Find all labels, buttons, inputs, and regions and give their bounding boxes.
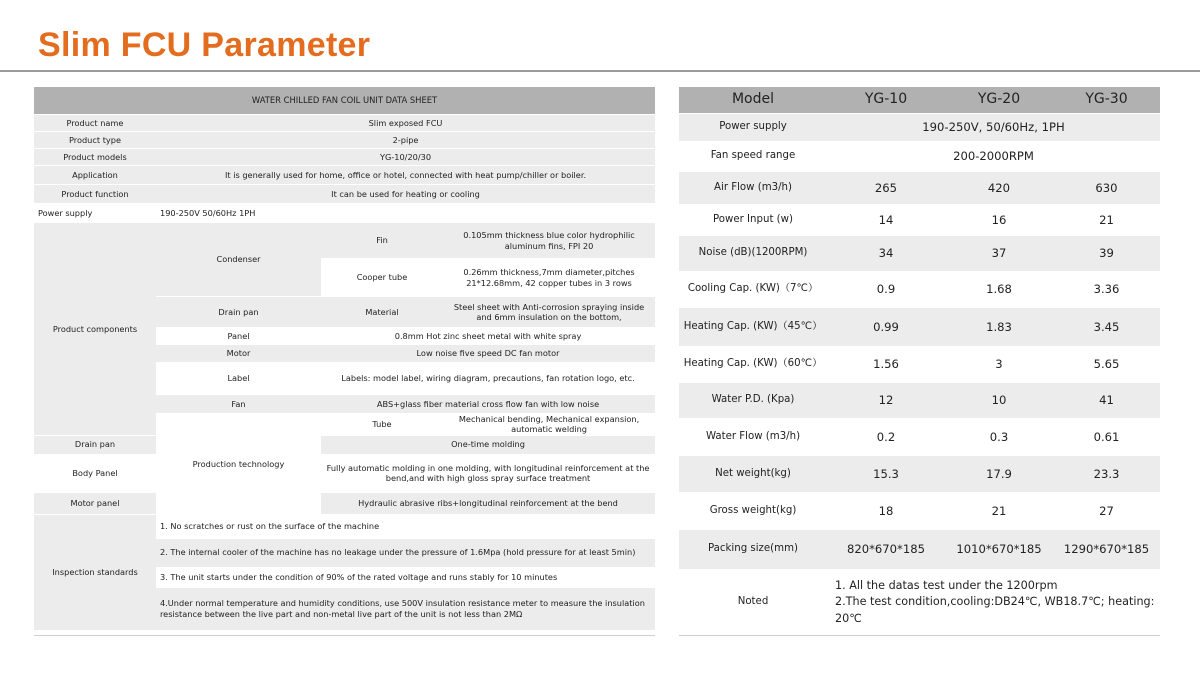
material-label: Material — [321, 297, 443, 328]
heating-cap-45-value: 1.83 — [945, 308, 1053, 347]
label-label: Label — [156, 363, 321, 395]
table-row — [34, 514, 655, 538]
tech-drain-value: One-time molding — [321, 435, 655, 454]
net-weight-value: 23.3 — [1053, 456, 1160, 493]
panel-value: 0.8mm Hot zinc sheet metal with white spray — [321, 328, 655, 345]
noise-label: Noise (dB)(1200RPM) — [679, 236, 827, 272]
body-panel-label: Body Panel — [34, 454, 156, 492]
page-title: Slim FCU Parameter — [38, 26, 371, 64]
cooper-tube-label: Cooper tube — [321, 259, 443, 297]
motor-panel-label: Motor panel — [34, 492, 156, 514]
noted-text — [827, 570, 1160, 636]
tech-drain-label: Drain pan — [34, 435, 156, 454]
heating-cap-60-value: 3 — [945, 347, 1053, 383]
noted-line: 1. All the datas test under the 1200rpm — [835, 579, 1058, 593]
water-flow-label: Water Flow (m3/h) — [679, 419, 827, 456]
parameter-table — [679, 87, 1160, 636]
water-flow-value: 0.61 — [1053, 419, 1160, 456]
air-flow-label: Air Flow (m3/h) — [679, 172, 827, 205]
gross-weight-label: Gross weight(kg) — [679, 493, 827, 530]
power-input-value: 16 — [945, 205, 1053, 236]
product-function-value: It can be used for heating or cooling — [156, 185, 655, 204]
power-supply-label: Power supply — [679, 114, 827, 142]
table-row — [679, 383, 1160, 419]
cooper-tube-value: 0.26mm thickness,7mm diameter,pitches 21*12.68mm, 42 copper tubes in 3 rows — [443, 259, 655, 297]
power-input-value: 14 — [827, 205, 945, 236]
noted-line: 2.The test condition,cooling:DB24℃, WB18.7℃; heating: 20℃ — [835, 595, 1155, 625]
table-row — [679, 347, 1160, 383]
air-flow-value: 420 — [945, 172, 1053, 205]
table-row — [34, 454, 655, 492]
table-row — [34, 223, 655, 259]
right-table-bottom-line — [679, 635, 1160, 636]
tech-tube-label: Tube — [321, 414, 443, 436]
cooling-cap-7-value: 3.36 — [1053, 272, 1160, 308]
header-model: Model — [679, 87, 827, 114]
product-models-value: YG-10/20/30 — [156, 149, 655, 166]
data-sheet-table — [34, 87, 655, 631]
application-label: Application — [34, 166, 156, 185]
fan-label: Fan — [156, 395, 321, 414]
table-row — [679, 114, 1160, 142]
cooling-cap-7-value: 1.68 — [945, 272, 1053, 308]
water-pd-value: 10 — [945, 383, 1053, 419]
label-value: Labels: model label, wiring diagram, precautions, fan rotation logo, etc. — [321, 363, 655, 395]
header-yg10: YG-10 — [827, 87, 945, 114]
drain-pan-value: Steel sheet with Anti-corrosion spraying inside and 6mm insulation on the bottom, — [443, 297, 655, 328]
water-flow-value: 0.2 — [827, 419, 945, 456]
inspection-item: 1. No scratches or rust on the surface of the machine — [156, 514, 655, 538]
product-components-label: Product components — [34, 223, 156, 436]
cooling-cap-7-value: 0.9 — [827, 272, 945, 308]
data-sheet-header: WATER CHILLED FAN COIL UNIT DATA SHEET — [34, 87, 655, 115]
parameter-rows — [679, 172, 1160, 570]
net-weight-value: 17.9 — [945, 456, 1053, 493]
gross-weight-value: 21 — [945, 493, 1053, 530]
net-weight-label: Net weight(kg) — [679, 456, 827, 493]
gross-weight-value: 18 — [827, 493, 945, 530]
tech-tube-value: Mechanical bending, Mechanical expansion, automatic welding — [443, 414, 655, 436]
fan-value: ABS+glass fiber material cross flow fan with low noise — [321, 395, 655, 414]
packing-size-value: 820*670*185 — [827, 530, 945, 570]
condenser-label: Condenser — [156, 223, 321, 297]
water-pd-value: 12 — [827, 383, 945, 419]
gross-weight-value: 27 — [1053, 493, 1160, 530]
noise-value: 39 — [1053, 236, 1160, 272]
table-row — [679, 172, 1160, 205]
table-row — [679, 493, 1160, 530]
net-weight-value: 15.3 — [827, 456, 945, 493]
inspection-item: 4.Under normal temperature and humidity conditions, use 500V insulation resistance meter to measure the insulation resistance between the live part and non-metal live part of the unit is not less than 2MΩ — [156, 587, 655, 630]
heating-cap-60-value: 1.56 — [827, 347, 945, 383]
motor-panel-value: Hydraulic abrasive ribs+longitudinal reinforcement at the bend — [321, 492, 655, 514]
drain-pan-label: Drain pan — [156, 297, 321, 328]
air-flow-value: 630 — [1053, 172, 1160, 205]
table-row — [679, 308, 1160, 347]
body-panel-value: Fully automatic molding in one molding, with longitudinal reinforcement at the bend,and with high gloss spray surface treatment — [321, 454, 655, 492]
heating-cap-60-value: 5.65 — [1053, 347, 1160, 383]
motor-label: Motor — [156, 345, 321, 363]
water-pd-label: Water P.D. (Kpa) — [679, 383, 827, 419]
table-row — [34, 166, 655, 185]
panel-label: Panel — [156, 328, 321, 345]
table-row — [679, 530, 1160, 570]
fin-label: Fin — [321, 223, 443, 259]
title-divider — [0, 70, 1200, 72]
data-sheet-header-row — [34, 87, 655, 115]
table-row — [679, 570, 1160, 636]
table-row — [679, 236, 1160, 272]
motor-value: Low noise five speed DC fan motor — [321, 345, 655, 363]
table-row — [34, 149, 655, 166]
header-yg30: YG-30 — [1053, 87, 1160, 114]
application-value: It is generally used for home, office or hotel, connected with heat pump/chiller or boiler. — [156, 166, 655, 185]
product-name-label: Product name — [34, 115, 156, 132]
inspection-item: 3. The unit starts under the condition of 90% of the rated voltage and runs stably for 10 minutes — [156, 567, 655, 587]
water-flow-value: 0.3 — [945, 419, 1053, 456]
table-row — [34, 185, 655, 204]
header-yg20: YG-20 — [945, 87, 1053, 114]
power-input-value: 21 — [1053, 205, 1160, 236]
table-row — [679, 142, 1160, 172]
power-supply-label: Power supply — [34, 204, 156, 223]
product-type-label: Product type — [34, 132, 156, 149]
packing-size-label: Packing size(mm) — [679, 530, 827, 570]
noted-label: Noted — [679, 570, 827, 636]
fan-speed-value: 200-2000RPM — [827, 142, 1160, 172]
table-row — [34, 492, 655, 514]
product-models-label: Product models — [34, 149, 156, 166]
power-supply-value: 190-250V, 50/60Hz, 1PH — [827, 114, 1160, 142]
table-row — [34, 204, 655, 223]
heating-cap-45-value: 3.45 — [1053, 308, 1160, 347]
heating-cap-45-label: Heating Cap. (KW)（45℃） — [679, 308, 827, 347]
table-row — [34, 435, 655, 454]
power-input-label: Power Input (w) — [679, 205, 827, 236]
noise-value: 37 — [945, 236, 1053, 272]
table-row — [679, 205, 1160, 236]
parameter-header-row — [679, 87, 1160, 114]
inspection-item: 2. The internal cooler of the machine has no leakage under the pressure of 1.6Mpa (hold pressure for at least 5min) — [156, 538, 655, 567]
inspection-standards-label: Inspection standards — [34, 514, 156, 630]
fin-value: 0.105mm thickness blue color hydrophilic aluminum fins, FPI 20 — [443, 223, 655, 259]
power-supply-value: 190-250V 50/60Hz 1PH — [156, 204, 655, 223]
fan-speed-label: Fan speed range — [679, 142, 827, 172]
cooling-cap-7-label: Cooling Cap. (KW)（7℃） — [679, 272, 827, 308]
table-row — [34, 132, 655, 149]
production-technology-label: Production technology — [156, 414, 321, 515]
table-row — [679, 456, 1160, 493]
product-function-label: Product function — [34, 185, 156, 204]
packing-size-value: 1290*670*185 — [1053, 530, 1160, 570]
table-row — [679, 272, 1160, 308]
table-row — [679, 419, 1160, 456]
left-table-bottom-line — [34, 635, 655, 636]
packing-size-value: 1010*670*185 — [945, 530, 1053, 570]
air-flow-value: 265 — [827, 172, 945, 205]
product-type-value: 2-pipe — [156, 132, 655, 149]
water-pd-value: 41 — [1053, 383, 1160, 419]
noise-value: 34 — [827, 236, 945, 272]
heating-cap-60-label: Heating Cap. (KW)（60℃） — [679, 347, 827, 383]
table-row — [34, 115, 655, 132]
heating-cap-45-value: 0.99 — [827, 308, 945, 347]
product-name-value: Slim exposed FCU — [156, 115, 655, 132]
